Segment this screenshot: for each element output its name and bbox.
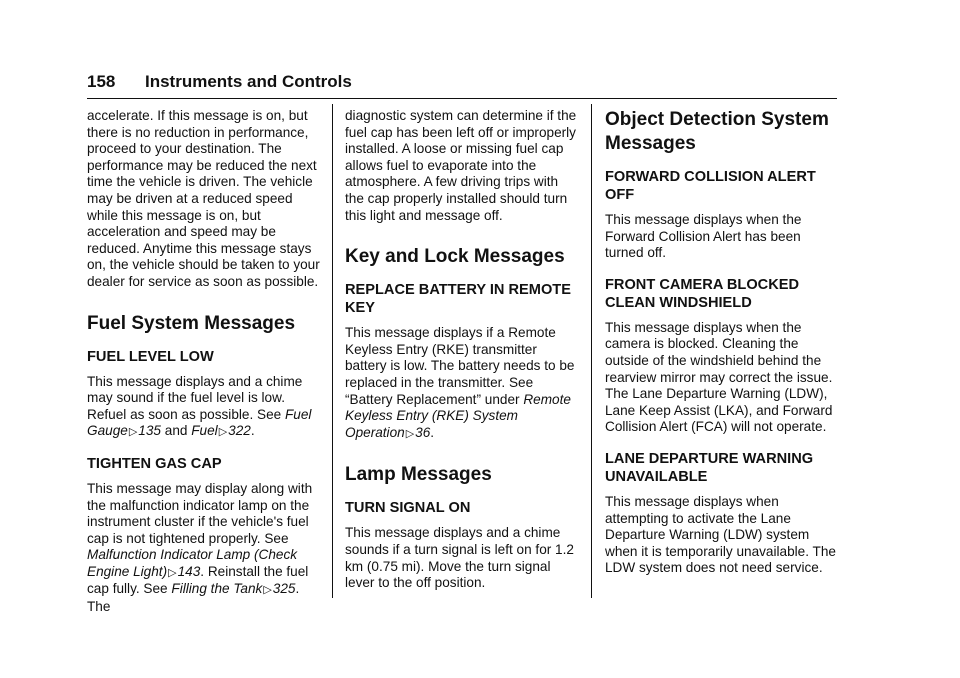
malfunction-lamp-link[interactable]: Malfunction Indicator Lamp (Check Engine Light): [87, 547, 298, 579]
replace-battery-heading: REPLACE BATTERY IN REMOTE KEY: [345, 282, 571, 317]
ldw-unavailable-heading: LANE DEPARTURE WARNING UNAVAILABLE: [605, 450, 814, 485]
page-ref-arrow-icon: ▷: [263, 584, 272, 597]
fuel-link[interactable]: Fuel: [191, 423, 218, 439]
rke-page[interactable]: 36: [415, 424, 431, 440]
section-title: Instruments and Controls: [145, 72, 352, 91]
camera-blocked-text: This message displays when the camera is blocked. Cleaning the outside of the windshield behind the rearview mirror may correct the issue. The Lane Departure Warning (LDW), Lane Keep Assist (LKA), and Forward Collision Alert (FCA) will not operate.: [605, 319, 833, 435]
column-divider: [332, 104, 333, 598]
fuel-gauge-page[interactable]: 135: [138, 423, 161, 439]
filling-tank-page[interactable]: 325: [272, 581, 296, 597]
continued-paragraph: diagnostic system can determine if the fuel cap has been left off or improperly installed. A loose or missing fuel cap allows fuel to evaporate into the atmosphere. A few driving trips with the cap properly installed should turn this light and message off.: [345, 108, 577, 223]
malfunction-lamp-page[interactable]: 143: [177, 563, 201, 579]
fca-off-text: This message displays when the Forward Collision Alert has been turned off.: [605, 212, 802, 261]
key-lock-heading: Key and Lock Messages: [345, 246, 565, 268]
page-number: 158: [87, 72, 116, 91]
fca-off-heading: FORWARD COLLISION ALERT OFF: [605, 169, 816, 203]
fuel-gauge-link[interactable]: Fuel Gauge: [87, 406, 312, 439]
fuel-page[interactable]: 322: [228, 423, 251, 439]
column-3: [605, 108, 840, 577]
tighten-gas-cap-heading: TIGHTEN GAS CAP: [87, 455, 222, 472]
page-ref-arrow-icon: ▷: [405, 427, 415, 440]
page-ref-arrow-icon: ▷: [218, 426, 228, 439]
tighten-gas-cap-text: This message may display along with the malfunction indicator lamp on the instrument cluster if the vehicle's fuel cap is not tightened properly. See Malfunction Indicator Lamp (Check Engine Light)▷143. Reinstall the fuel cap fully. See Filling the Tank▷325. The: [87, 480, 313, 615]
continued-paragraph: accelerate. If this message is on, but there is no reduction in performance, proceed to your destination. The performance may be reduced the next time the vehicle is driven. The vehicle may be driven at a reduced speed while this message is on, but acceleration and speed may be reduced. Anytime this message stays on, the vehicle should be taken to your dealer for service as soon as possible.: [87, 108, 320, 289]
column-1: [87, 108, 322, 616]
page-ref-arrow-icon: ▷: [168, 566, 177, 579]
header-rule: [87, 98, 837, 99]
column-2: [345, 108, 580, 592]
lamp-messages-heading: Lamp Messages: [345, 464, 492, 486]
turn-signal-text: This message displays and a chime sounds if a turn signal is left on for 1.2 km (0.75 mi). Move the turn signal lever to the off position.: [345, 525, 574, 591]
fuel-system-heading: Fuel System Messages: [87, 312, 296, 334]
page-ref-arrow-icon: ▷: [128, 426, 138, 439]
turn-signal-heading: TURN SIGNAL ON: [345, 500, 471, 517]
replace-battery-text: This message displays if a Remote Keyless Entry (RKE) transmitter battery is low. The battery needs to be replaced in the transmitter. See “Battery Replacement” under Remote Keyless Entry (RKE) System Operation▷36.: [345, 325, 575, 440]
filling-tank-link[interactable]: Filling the Tank: [171, 581, 263, 597]
page-header: [87, 70, 837, 100]
column-divider: [591, 104, 592, 598]
fuel-level-low-heading: FUEL LEVEL LOW: [87, 348, 214, 365]
object-detection-heading: Object Detection System Messages: [605, 109, 829, 154]
camera-blocked-heading: FRONT CAMERA BLOCKED CLEAN WINDSHIELD: [605, 276, 800, 311]
fuel-level-low-text: This message displays and a chime may sound if the fuel level is low. Refuel as soon as possible. See Fuel Gauge▷135 and Fuel▷322.: [87, 373, 312, 439]
ldw-unavailable-text: This message displays when attempting to activate the Lane Departure Warning (LDW) system when it is temporarily unavailable. The LDW system does not need service.: [605, 493, 836, 576]
rke-link[interactable]: Remote Keyless Entry (RKE) System Operation: [345, 391, 571, 440]
